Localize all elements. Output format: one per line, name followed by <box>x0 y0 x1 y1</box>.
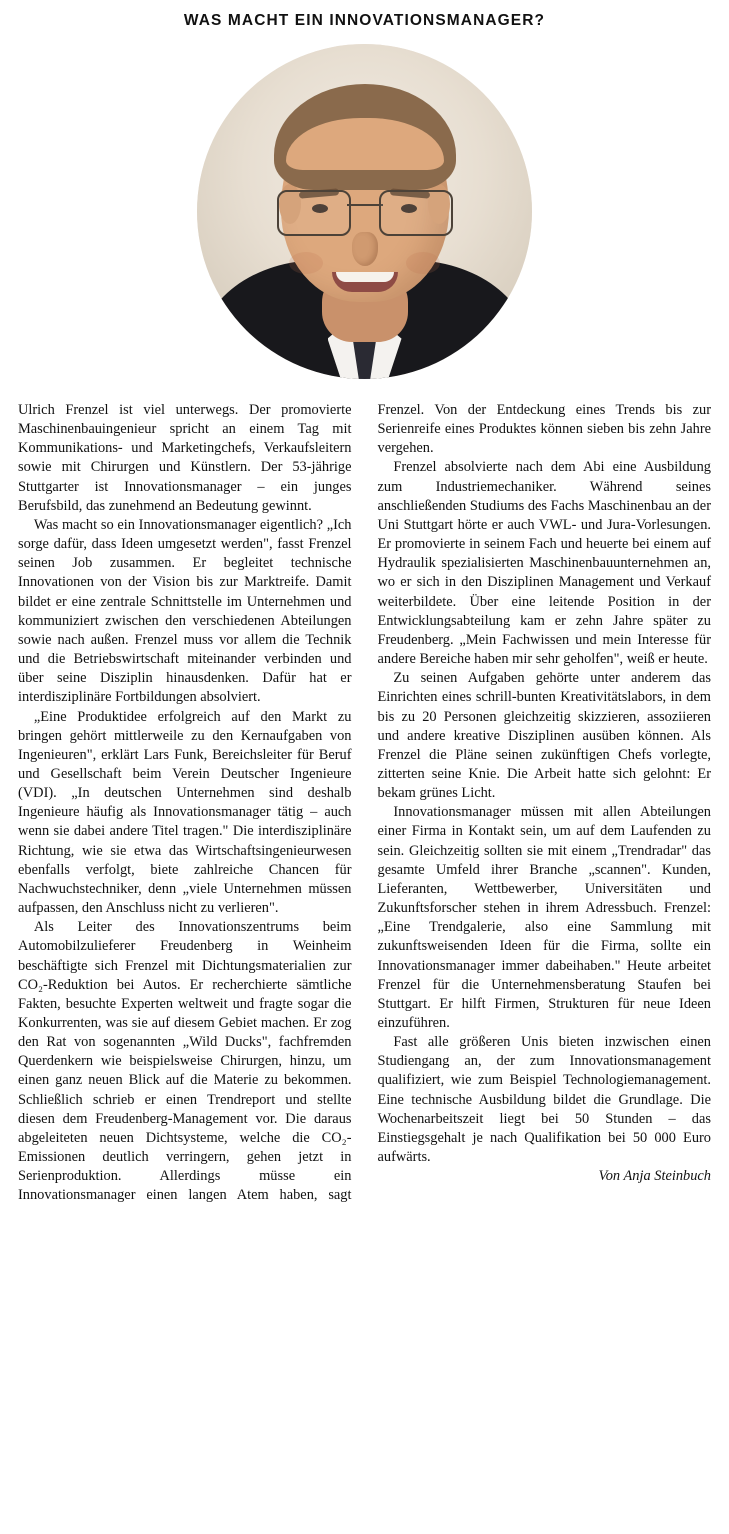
cheek-left-shape <box>289 252 323 274</box>
portrait-photo-ulrich-frenzel <box>197 44 532 379</box>
cheek-right-shape <box>406 252 440 274</box>
glasses-bridge <box>347 204 383 206</box>
article-paragraph: Zu seinen Aufgaben gehörte unter anderem das Einrichten eines schrill-bunten Kreativitätslabors, in dem bis zu 20 Personen gleichzeitig skizzieren, assoziieren und andere kreative Disziplinen ausüben können. Als Frenzel die Pläne seinen zukünftigen Chefs vorlegte, zitterten seine Knie. Die Arbeit hatte sich gelohnt: Er bekam grünes Licht. <box>377 670 711 802</box>
page-title: WAS MACHT EIN INNOVATIONSMANAGER? <box>183 12 546 29</box>
article-paragraph: Was macht so ein Innovationsmanager eigentlich? „Ich sorge dafür, dass Ideen umgesetzt werden", fasst Frenzel seinen Job zusammen. Er begleitet technische Innovationen von der Vision bis zur Marktreife. Damit bildet er eine zentrale Schnittstelle im Unternehmen und kommuniziert zwischen den verschiedenen Abteilungen sowie nach außen. Frenzel muss vor allem die Technik und die Betriebswirtschaft miteinander verbinden und über seine Disziplin hinausdenken. Dafür hat er interdisziplinäre Fortbildungen absolviert. <box>18 516 352 706</box>
teeth-shape <box>336 272 394 282</box>
article-paragraph: Frenzel absolvierte nach dem Abi eine Ausbildung zum Industriemechaniker. Während seines anschließenden Studiums des Fachs Maschinenbau an der Uni Stuttgart hörte er auch VWL- und Jura-Vorlesungen. Er promovierte in seinem Fach und heuerte bei einem auf Hydraulik spezialisierten Maschinenbauunternehmen an, wo er sich in den Disziplinen Management und Verkauf weiterbildete. Über eine leitende Position in der Entwicklungsabteilung kam er zehn Jahre später zu Freudenberg. „Mein Fachwissen und mein Interesse für andere Bereiche haben mir sehr geholfen", weiß er heute. <box>377 459 711 668</box>
mouth-shape <box>332 272 398 292</box>
byline: Von Anja Steinbuch <box>598 1168 711 1185</box>
glasses-icon <box>277 190 453 234</box>
article-paragraph: Innovationsmanager müssen mit allen Abteilungen einer Firma in Kontakt sein, um auf dem Laufenden zu sein. Gleichzeitig sollten sie mit einem „Trendradar" das gesamte Umfeld ihrer Branche „scannen". Kunden, Lieferanten, Wettbewerber, Universitäten und Zukunftsforscher stehen in ihrem Adressbuch. Frenzel: „Eine Trendgalerie, also eine Sammlung mit zukunftsweisenden Ideen für die Firma, sollte ein Innovationsmanager immer dabeihaben." Heute arbeitet Frenzel für die Unternehmensberatung Staufen bei Stuttgart. Er hilft Firmen, Strukturen für neue Ideen einzuführen. <box>377 804 711 1031</box>
article-paragraph: Als Leiter des Innovationszentrums beim Automobilzulieferer Freudenberg in Weinheim beschäftigte sich Frenzel mit Dichtungsmaterialien zur CO₂-Reduktion bei Autos. Er recherchierte sämtliche Fakten, besuchte Experten weltweit und fragte sogar die Konkurrenten, was sie auf diesem Gebiet machen. Er zog den Rat von sogenannten „Wild Ducks", fachfremden Querdenkern wie beispielsweise Chirurgen, hinzu, um einen ganz neuen Blick auf die Materie zu bekommen. Schließlich schrieb er einen Trendreport und stellte diesen dem Freudenberg-Management vor. Die daraus abgeleiteten neuen Dichtsysteme, welche die CO₂-Emissionen deutlich verringern, gehen jetzt in Serienproduktion. Allerdings müsse ein Innovationsmanager einen langen Atem haben, sagt Frenzel. Von der Entdeckung eines Trends bis zur Serienreife eines Produktes können sieben bis zehn Jahre vergehen. <box>18 402 711 1204</box>
portrait-container <box>18 44 711 379</box>
article-paragraph: „Eine Produktidee erfolgreich auf den Markt zu bringen gehört mittlerweile zu den Kernaufgaben von Ingenieuren", erklärt Lars Funk, Bereichsleiter für Beruf und Gesellschaft beim Verein Deutscher Ingenieure (VDI). „In deutschen Unternehmen sind deshalb Ingenieure häufig als Innovationsmanager tätig – auch wenn sie dabei andere Titel tragen." Die interdisziplinäre Richtung, wie sie etwa das Wirtschaftsingenieurwesen ebenfalls verfolgt, biete zahlreiche Chancen für Nachwuchstechniker, denn „viele Unternehmen müssen aufpassen, den Anschluss nicht zu verlieren". <box>18 708 352 917</box>
glasses-lens-right <box>379 190 453 236</box>
article-paragraph: Fast alle größeren Unis bieten inzwischen einen Studiengang an, der zum Innovationsmanagement qualifiziert, wie zum Beispiel Technologiemanagement. Eine technische Ausbildung bildet die Grundlage. Die Wochenarbeitszeit liegt bei 50 Stunden – das Einstiegsgehalt je nach Qualifikation bei 50 000 Euro aufwärts. <box>377 1034 711 1166</box>
glasses-lens-left <box>277 190 351 236</box>
nose-shape <box>352 232 378 266</box>
article-body <box>18 401 711 1206</box>
article-paragraph: Ulrich Frenzel ist viel unterwegs. Der promovierte Maschinenbauingenieur spricht an einem Tag mit Kommunikations- und Marketingchefs, Verkaufsleitern sowie mit Chirurgen und Künstlern. Der 53-jährige Stuttgarter ist Innovationsmanager – ein junges Berufsbild, das zunehmend an Bedeutung gewinnt. <box>18 402 352 514</box>
